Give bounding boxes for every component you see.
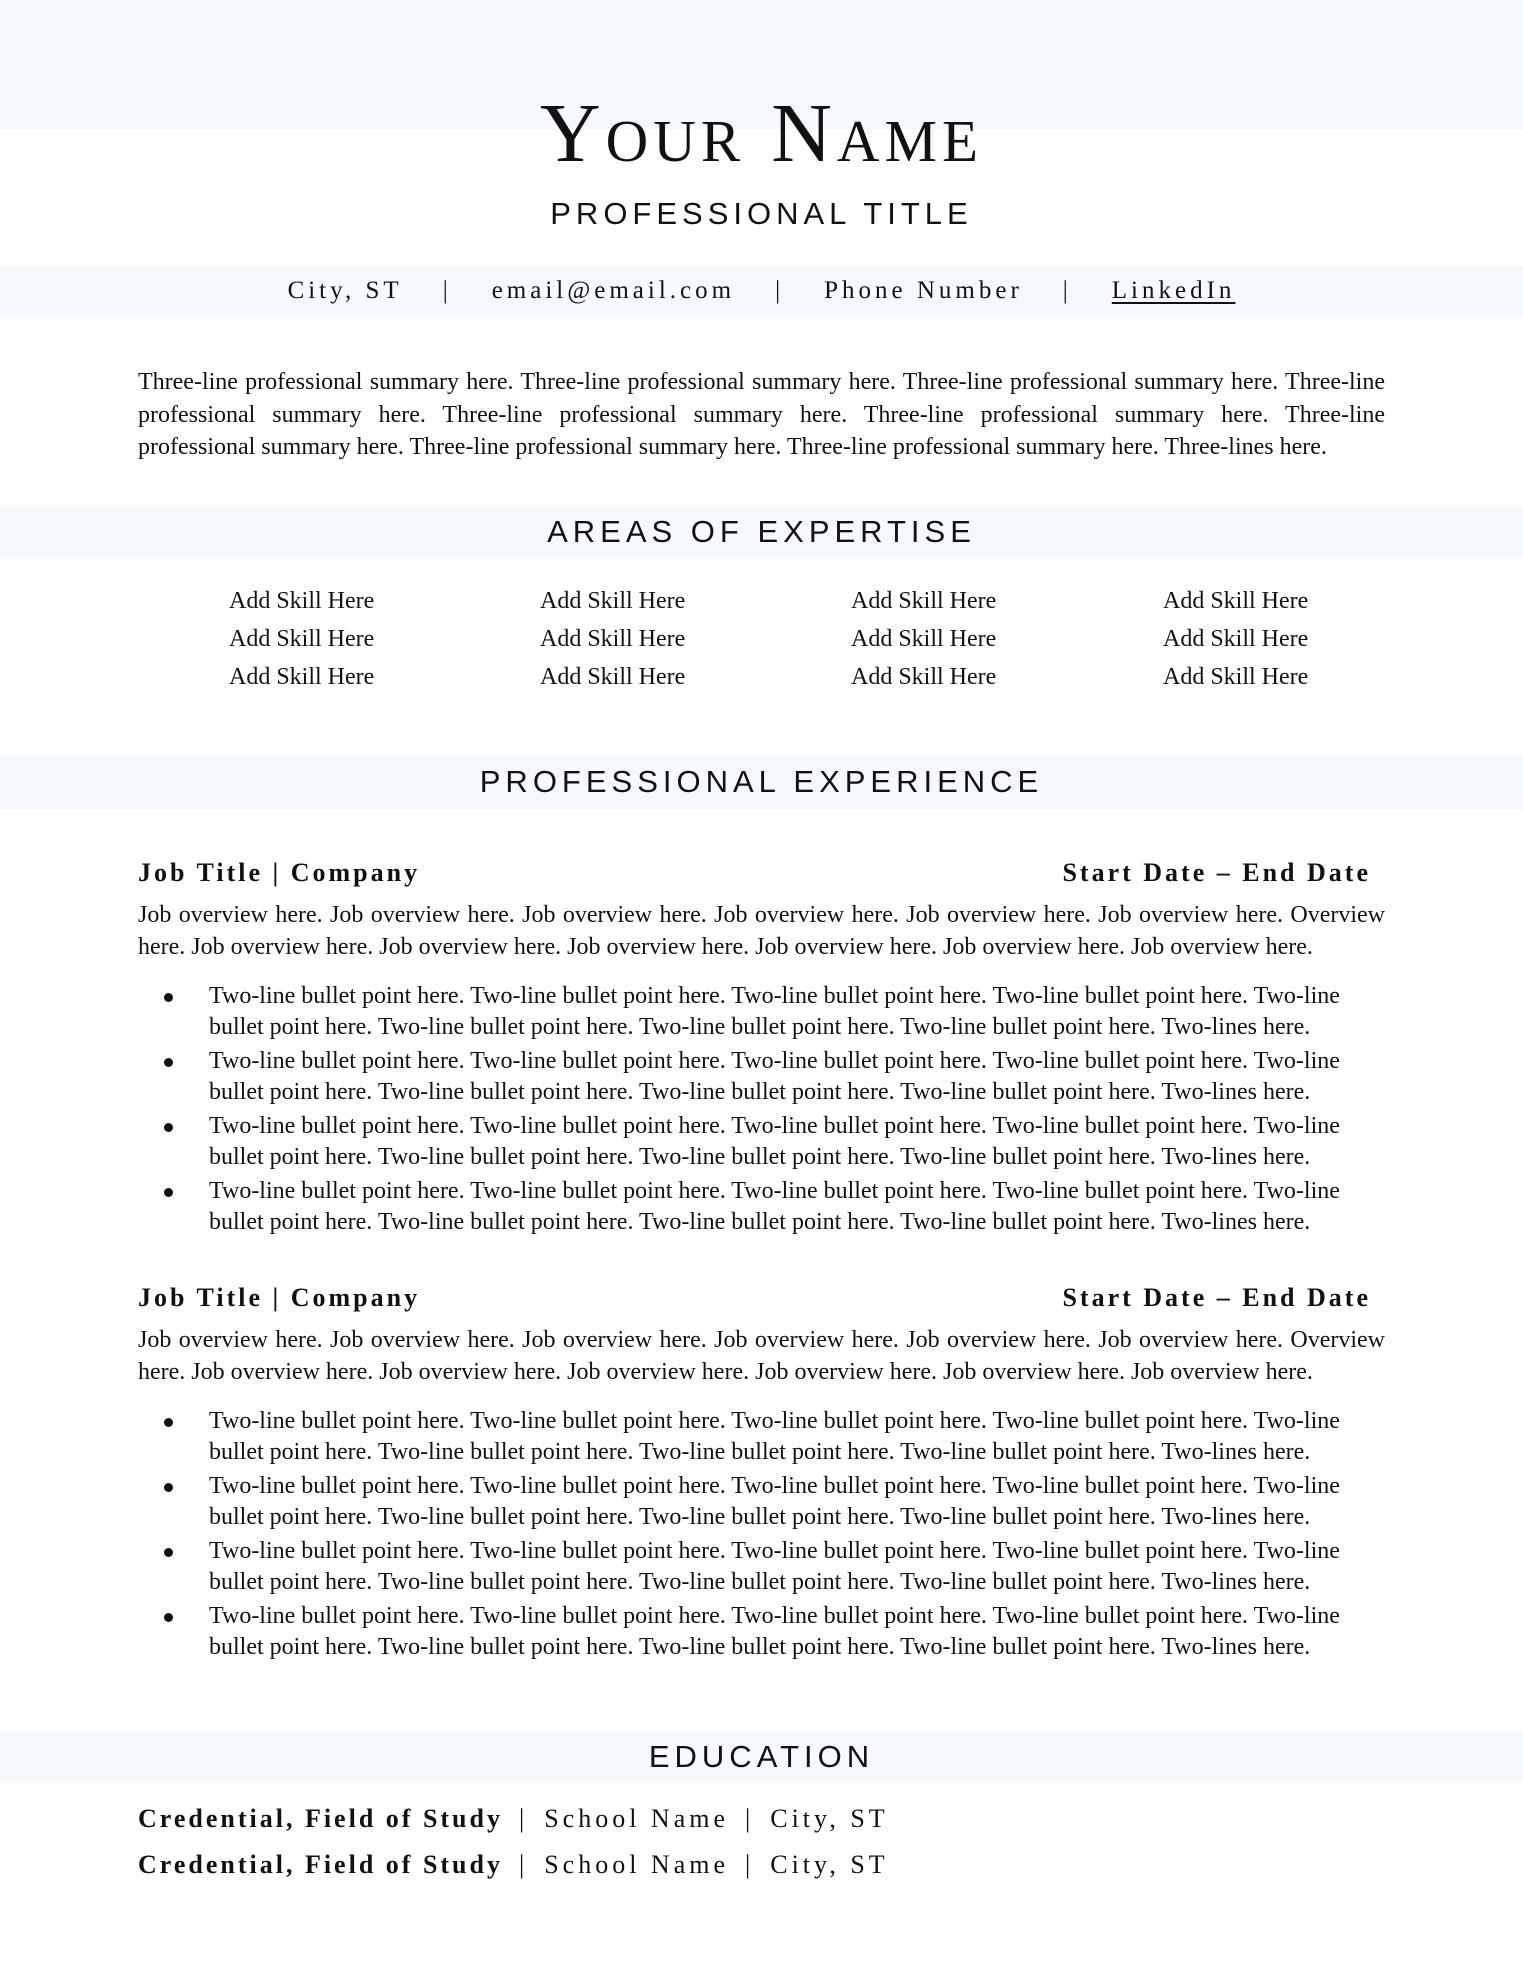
bullet-item [138,1046,1385,1108]
education-separator: | [518,1804,529,1833]
bullet-item [138,1601,1385,1663]
candidate-name: Your Name [539,87,983,180]
job-bullets [138,981,1385,1238]
job-header [138,858,1385,894]
education-separator: | [745,1804,755,1833]
contact-separator: | [442,277,452,304]
skill-item: Add Skill Here [1163,664,1309,690]
bullet-text: Two-line bullet point here. Two-line bullet point here. Two-line bullet point here. Two-line bullet point here. Two-line bullet point here. Two-line bullet point here. Two-line bullet point here. Two-line bullet point here. Two-lines here. [209,1538,1340,1595]
skill-item: Add Skill Here [540,588,686,614]
bullet-item [138,981,1385,1043]
bullet-text: Two-line bullet point here. Two-line bullet point here. Two-line bullet point here. Two-line bullet point here. Two-line bullet point here. Two-line bullet point here. Two-line bullet point here. Two-line bullet point here. Two-lines here. [209,1048,1340,1105]
expertise-heading: AREAS OF EXPERTISE [547,514,976,549]
education-entry [138,1850,889,1880]
bullet-item [138,1406,1385,1468]
contact-location: City, ST [287,277,403,304]
skill-item: Add Skill Here [1163,626,1309,652]
job-title-company: Job Title | Company [138,858,421,887]
contact-separator: | [1062,277,1072,304]
bullet-text: Two-line bullet point here. Two-line bullet point here. Two-line bullet point here. Two-line bullet point here. Two-line bullet point here. Two-line bullet point here. Two-line bullet point here. Two-line bullet point here. Two-lines here. [209,1408,1340,1465]
education-entry [138,1804,889,1834]
skill-item: Add Skill Here [229,588,375,614]
linkedin-link[interactable]: LinkedIn [1111,277,1236,304]
contact-separator: | [775,277,785,304]
bullet-dot-icon [164,1483,173,1492]
education-location: City, ST [770,1850,889,1879]
job-overview: Job overview here. Job overview here. Job overview here. Job overview here. Job overview here. Job overview here. Overview here. Job overview here. Job overview here. Job overview here. Job overview here. Job overview here. Job overview here. [138,1327,1385,1385]
job-title-company: Job Title | Company [138,1283,421,1312]
skill-item: Add Skill Here [229,626,375,652]
job-overview: Job overview here. Job overview here. Job overview here. Job overview here. Job overview here. Job overview here. Overview here. Job overview here. Job overview here. Job overview here. Job overview here. Job overview here. Job overview here. [138,902,1385,960]
education-school: School Name [544,1804,730,1833]
job-entry [138,1283,1385,1666]
job-bullets [138,1406,1385,1663]
bullet-text: Two-line bullet point here. Two-line bullet point here. Two-line bullet point here. Two-line bullet point here. Two-line bullet point here. Two-line bullet point here. Two-line bullet point here. Two-line bullet point here. Two-lines here. [209,983,1340,1040]
education-credential: Credential, Field of Study [138,1804,503,1833]
skill-item: Add Skill Here [540,626,686,652]
experience-heading: PROFESSIONAL EXPERIENCE [479,764,1044,799]
bullet-dot-icon [164,1613,173,1622]
skill-item: Add Skill Here [851,664,997,690]
bullet-dot-icon [164,1548,173,1557]
bullet-dot-icon [164,1058,173,1067]
contact-phone: Phone Number [824,277,1023,304]
bullet-dot-icon [164,993,173,1002]
bullet-item [138,1536,1385,1598]
education-location: City, ST [770,1804,889,1833]
skill-item: Add Skill Here [851,588,997,614]
job-dates: Start Date – End Date [1062,858,1371,887]
education-separator: | [518,1850,529,1879]
bullet-item [138,1471,1385,1533]
contact-email[interactable]: email@email.com [491,277,736,304]
bullet-text: Two-line bullet point here. Two-line bullet point here. Two-line bullet point here. Two-line bullet point here. Two-line bullet point here. Two-line bullet point here. Two-line bullet point here. Two-line bullet point here. Two-lines here. [209,1178,1340,1235]
bullet-dot-icon [164,1123,173,1132]
skill-item: Add Skill Here [1163,588,1309,614]
skill-item: Add Skill Here [540,664,686,690]
bullet-item [138,1111,1385,1173]
job-entry [138,858,1385,1241]
bullet-dot-icon [164,1418,173,1427]
skill-item: Add Skill Here [851,626,997,652]
skill-item: Add Skill Here [229,664,375,690]
professional-title: PROFESSIONAL TITLE [550,196,973,231]
bullet-item [138,1176,1385,1238]
education-separator: | [745,1850,755,1879]
bullet-text: Two-line bullet point here. Two-line bullet point here. Two-line bullet point here. Two-line bullet point here. Two-line bullet point here. Two-line bullet point here. Two-line bullet point here. Two-line bullet point here. Two-lines here. [209,1113,1340,1170]
education-credential: Credential, Field of Study [138,1850,503,1879]
contact-line [0,266,1523,316]
education-school: School Name [544,1850,730,1879]
job-header [138,1283,1385,1319]
bullet-dot-icon [164,1188,173,1197]
education-heading: EDUCATION [648,1739,875,1774]
bullet-text: Two-line bullet point here. Two-line bullet point here. Two-line bullet point here. Two-line bullet point here. Two-line bullet point here. Two-line bullet point here. Two-line bullet point here. Two-line bullet point here. Two-lines here. [209,1603,1340,1660]
bullet-text: Two-line bullet point here. Two-line bullet point here. Two-line bullet point here. Two-line bullet point here. Two-line bullet point here. Two-line bullet point here. Two-line bullet point here. Two-line bullet point here. Two-lines here. [209,1473,1340,1530]
job-dates: Start Date – End Date [1062,1283,1371,1312]
professional-summary: Three-line professional summary here. Three-line professional summary here. Three-line professional summary here. Three-line professional summary here. Three-line professional summary here. Three-line professional summary here. Three-line professional summary here. Three-line professional summary here. Three-line professional summary here. Three-lines here. [138,369,1385,460]
